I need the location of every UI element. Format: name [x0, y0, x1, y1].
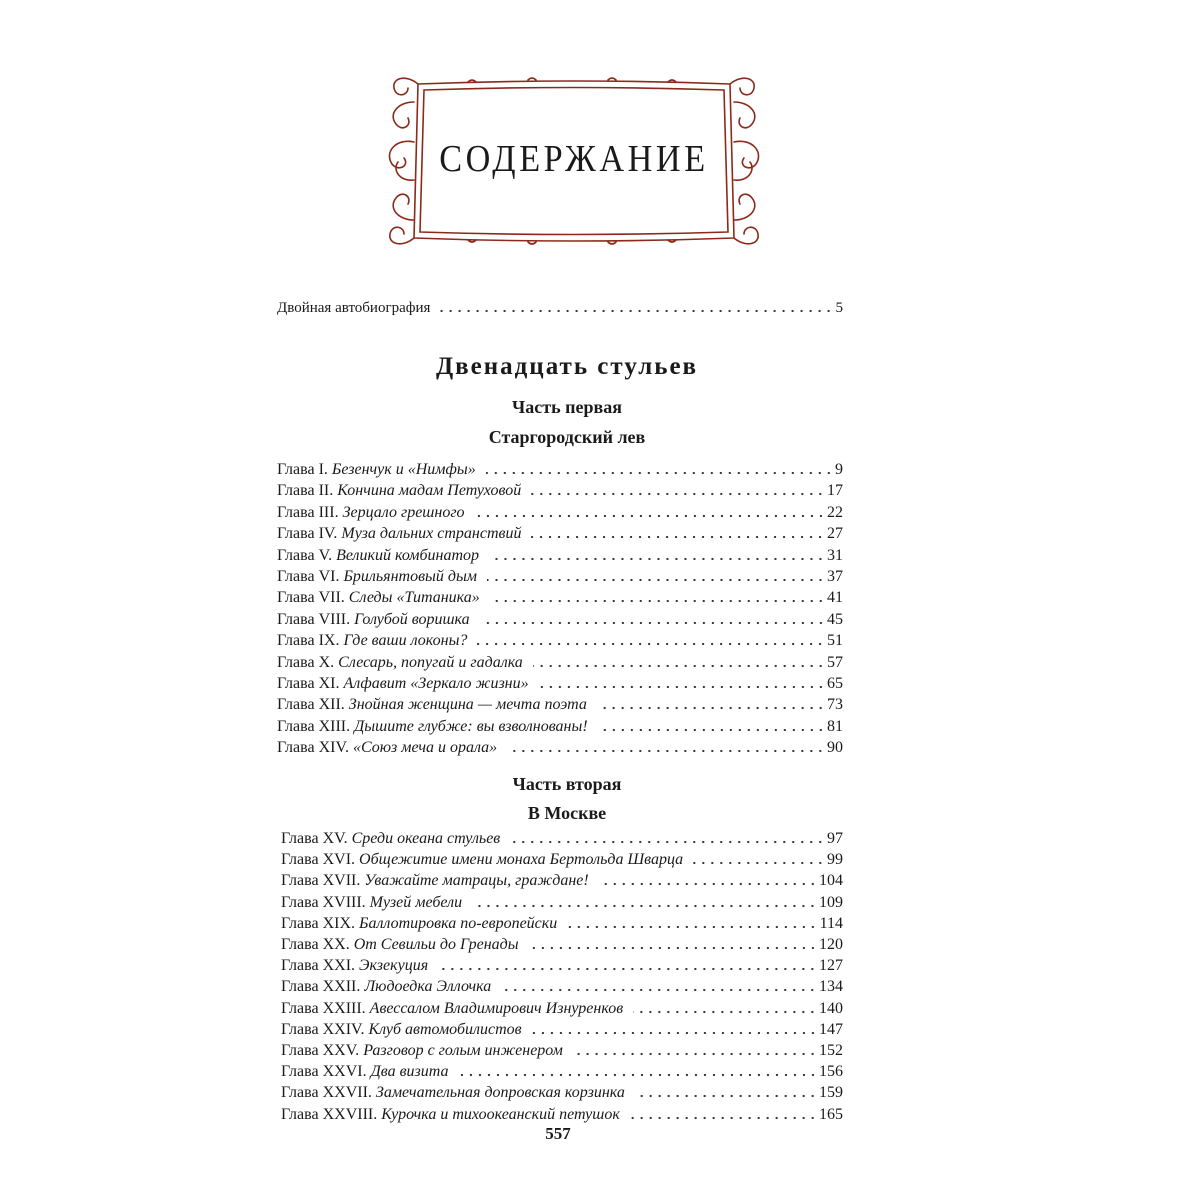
toc-entry-label	[281, 1105, 620, 1125]
toc-page-number: 152	[819, 1042, 843, 1059]
toc-chapter-number: Глава V.	[277, 546, 333, 564]
toc-entry[interactable]	[281, 1062, 843, 1082]
toc-chapter-title: Брильянтовый дым	[343, 568, 478, 585]
toc-page-number: 57	[827, 653, 843, 671]
toc-page-number: 114	[819, 914, 843, 932]
toc-entry-label	[281, 1083, 625, 1103]
toc-chapter-number: Глава XXVIII.	[281, 1105, 378, 1123]
toc-entry[interactable]	[281, 829, 843, 849]
dot-leader	[510, 840, 825, 844]
toc-chapter-number: Глава XI.	[277, 675, 340, 692]
toc-entry[interactable]	[281, 1083, 843, 1103]
toc-entry[interactable]	[277, 653, 843, 673]
toc-entry-label	[281, 1041, 563, 1061]
toc-entry-label	[277, 738, 497, 758]
toc-entry-label	[281, 956, 428, 976]
toc-entry-label	[281, 914, 557, 934]
dot-leader	[630, 1116, 817, 1120]
toc-chapter-number: Глава IX.	[277, 632, 340, 650]
toc-entry-label	[277, 717, 588, 737]
toc-chapter-number: Глава XVIII.	[281, 893, 366, 911]
toc-entry-label	[281, 871, 589, 891]
toc-entry-label	[281, 829, 500, 849]
dot-leader	[475, 514, 825, 518]
toc-entry[interactable]	[281, 1041, 843, 1061]
toc-chapter-number: Глава I.	[277, 461, 328, 478]
dot-leader	[477, 642, 825, 646]
toc-chapter-title: Общежитие имени монаха Бертольда Шварца	[359, 851, 684, 869]
toc-chapter-number: Глава III.	[277, 503, 339, 521]
toc-page-number: 51	[827, 632, 843, 650]
toc-page-number: 109	[819, 893, 843, 911]
toc-page-number: 9	[835, 461, 843, 478]
toc-chapter-title: Клуб автомобилистов	[368, 1020, 522, 1038]
dot-leader	[567, 925, 817, 929]
toc-page-number: 41	[827, 589, 843, 607]
toc-entry-label	[281, 999, 623, 1019]
toc-entry-label	[281, 1020, 522, 1040]
toc-page-number: 90	[827, 739, 843, 757]
toc-entry-page: 5	[835, 300, 843, 316]
toc-page-number: 73	[827, 696, 843, 714]
toc-chapter-title: Экзекуция	[359, 957, 429, 975]
dot-leader	[573, 1052, 817, 1056]
toc-chapter-title: Безенчук и «Нимфы»	[331, 461, 476, 478]
toc-chapter-number: Глава VII.	[277, 589, 345, 607]
toc-page-number: 127	[819, 957, 843, 975]
toc-chapter-number: Глава XV.	[281, 830, 348, 847]
dot-leader	[532, 1031, 817, 1035]
toc-entry-label	[281, 850, 683, 870]
toc-entry-label	[277, 503, 465, 523]
book-title: Двенадцать стульев	[435, 353, 699, 380]
toc-chapter-number: Глава XIV.	[277, 739, 349, 757]
toc-page-number: 65	[827, 675, 843, 692]
toc-chapter-title: Замечательная допровская корзинка	[375, 1084, 625, 1102]
toc-entry[interactable]	[277, 717, 843, 737]
toc-chapter-number: Глава XVII.	[281, 872, 361, 890]
toc-chapter-number: Глава XX.	[281, 936, 350, 953]
toc-chapter-title: Два визита	[370, 1063, 449, 1081]
toc-chapter-title: От Севильи до Гренады	[353, 936, 519, 953]
dot-leader	[597, 706, 825, 710]
toc-page-number: 104	[819, 872, 843, 890]
dot-leader	[501, 988, 817, 992]
toc-chapter-title: Алфавит «Зеркало жизни»	[343, 675, 529, 692]
dot-leader	[635, 1094, 817, 1098]
toc-entry-label	[277, 631, 467, 651]
toc-chapter-number: Глава XIX.	[281, 914, 356, 932]
toc-entry-name: Двойная автобиография	[277, 300, 431, 316]
toc-chapter-number: Глава XXVI.	[281, 1063, 367, 1081]
toc-page-number: 27	[827, 525, 843, 543]
toc-chapter-number: Глава XVI.	[281, 851, 356, 869]
toc-entry[interactable]	[277, 503, 843, 523]
toc-entry-intro[interactable]	[277, 298, 843, 318]
toc-entry[interactable]	[277, 546, 843, 566]
toc-chapter-number: Глава XXIV.	[281, 1020, 365, 1038]
toc-entry-label	[277, 674, 529, 694]
toc-chapter-title: Следы «Титаника»	[348, 589, 480, 607]
dot-leader	[693, 861, 825, 865]
toc-chapter-number: Глава II.	[277, 482, 334, 500]
toc-chapter-title: Дышите глубже: вы взволнованы!	[354, 717, 588, 735]
dot-leader	[459, 1073, 817, 1077]
toc-page-number: 159	[819, 1084, 843, 1102]
part-2-title: В Москве	[527, 803, 607, 823]
toc-page-number: 97	[827, 830, 843, 847]
toc-entry[interactable]	[281, 935, 843, 955]
toc-chapter-title: Кончина мадам Петуховой	[337, 482, 522, 500]
toc-page-number: 17	[827, 482, 843, 500]
toc-entry-label	[277, 567, 477, 587]
toc-entry[interactable]	[281, 871, 843, 891]
toc-page-number: 81	[827, 717, 843, 735]
toc-entry[interactable]	[281, 893, 843, 913]
toc-entry[interactable]	[277, 738, 843, 758]
toc-entry-label	[277, 695, 587, 715]
toc-chapter-title: «Союз меча и орала»	[352, 739, 498, 757]
toc-entry[interactable]	[281, 1105, 843, 1125]
dot-leader	[633, 1010, 817, 1014]
toc-chapter-number: Глава VI.	[277, 568, 340, 585]
part-2-label: Часть вторая	[512, 774, 622, 794]
toc-entry[interactable]	[277, 524, 843, 544]
toc-entry[interactable]	[277, 610, 843, 630]
toc-entry-label	[277, 610, 470, 630]
toc-entry-label	[281, 1062, 449, 1082]
dot-leader	[480, 621, 825, 625]
toc-chapter-number: Глава X.	[277, 653, 335, 671]
part-1-label: Часть первая	[512, 397, 622, 417]
toc-chapter-number: Глава XII.	[277, 696, 345, 714]
page-number: 557	[545, 1124, 571, 1143]
toc-page-number: 156	[819, 1063, 843, 1081]
toc-chapter-number: Глава XIII.	[277, 717, 351, 735]
toc-page-number: 37	[827, 568, 843, 585]
toc-chapter-number: Глава IV.	[277, 525, 338, 543]
toc-chapter-title: Разговор с голым инженером	[363, 1042, 563, 1059]
toc-entry-label	[277, 546, 479, 566]
toc-chapter-title: Музей мебели	[369, 893, 463, 911]
toc-page-number: 140	[819, 999, 843, 1017]
page-title: СОДЕРЖАНИЕ	[439, 138, 709, 180]
dot-leader	[529, 946, 817, 950]
toc-chapter-title: Муза дальних странствий	[341, 525, 522, 543]
toc-chapter-title: Уважайте матрацы, граждане!	[364, 872, 589, 890]
toc-chapter-title: Людоедка Эллочка	[364, 978, 492, 996]
toc-entry[interactable]	[277, 481, 843, 501]
toc-chapter-title: Слесарь, попугай и гадалка	[338, 653, 523, 671]
title-ornament-frame	[378, 72, 770, 250]
toc-entry[interactable]	[281, 956, 843, 976]
toc-chapter-title: Баллотировка по-европейски	[359, 914, 558, 932]
toc-chapter-number: Глава XXIII.	[281, 999, 366, 1017]
dot-leader	[486, 471, 833, 475]
part-1-title: Старгородский лев	[488, 427, 646, 447]
toc-chapter-title: Великий комбинатор	[336, 546, 480, 564]
toc-entry[interactable]	[281, 1020, 843, 1040]
dot-leader	[440, 309, 833, 313]
toc-entry[interactable]	[281, 914, 843, 934]
toc-entry[interactable]	[281, 977, 843, 997]
toc-page-number: 165	[819, 1105, 843, 1123]
dot-leader	[598, 728, 825, 732]
dot-leader	[490, 599, 825, 603]
toc-entry[interactable]	[277, 460, 843, 480]
dot-leader	[487, 578, 825, 582]
toc-entry[interactable]	[277, 695, 843, 715]
toc-entry-label	[281, 893, 462, 913]
toc-chapter-title: Знойная женщина — мечта поэта	[348, 696, 587, 714]
dot-leader	[438, 967, 817, 971]
toc-chapter-title: Среди океана стульев	[351, 830, 501, 847]
dot-leader	[599, 882, 817, 886]
toc-chapter-title: Где ваши локоны?	[343, 632, 468, 650]
toc-entry-label	[281, 977, 491, 997]
dot-leader	[533, 664, 825, 668]
toc-entry[interactable]	[277, 631, 843, 651]
dot-leader	[531, 492, 825, 496]
toc-entry-label	[277, 460, 476, 480]
dot-leader	[507, 749, 825, 753]
toc-entry-label	[281, 935, 519, 955]
toc-entry[interactable]	[277, 567, 843, 587]
toc-chapter-title: Голубой воришка	[354, 610, 470, 628]
toc-chapter-title: Авессалом Владимирович Изнуренков	[369, 999, 624, 1017]
dot-leader	[531, 535, 825, 539]
toc-chapter-title: Курочка и тихоокеанский петушок	[381, 1105, 620, 1123]
toc-page-number: 120	[819, 936, 843, 953]
toc-entry[interactable]	[281, 850, 843, 870]
toc-page-number: 147	[819, 1020, 843, 1038]
toc-entry[interactable]	[281, 999, 843, 1019]
toc-page-number: 99	[827, 851, 843, 869]
toc-page-number: 22	[827, 503, 843, 521]
toc-entry-label	[277, 588, 480, 608]
toc-chapter-number: Глава XXVII.	[281, 1084, 372, 1102]
toc-entry[interactable]	[277, 588, 843, 608]
toc-page-number: 31	[827, 546, 843, 564]
toc-entry[interactable]	[277, 674, 843, 694]
toc-entry-label	[277, 653, 523, 673]
toc-entry-label	[277, 524, 521, 544]
dot-leader	[489, 557, 825, 561]
toc-chapter-number: Глава XXII.	[281, 978, 361, 996]
dot-leader	[539, 685, 825, 689]
toc-chapter-number: Глава XXI.	[281, 957, 356, 975]
toc-page-number: 134	[819, 978, 843, 996]
toc-chapter-title: Зерцало грешного	[342, 503, 465, 521]
toc-page-number: 45	[827, 610, 843, 628]
toc-chapter-number: Глава XXV.	[281, 1042, 360, 1059]
toc-chapter-number: Глава VIII.	[277, 610, 351, 628]
toc-entry-label	[277, 481, 521, 501]
dot-leader	[472, 904, 817, 908]
